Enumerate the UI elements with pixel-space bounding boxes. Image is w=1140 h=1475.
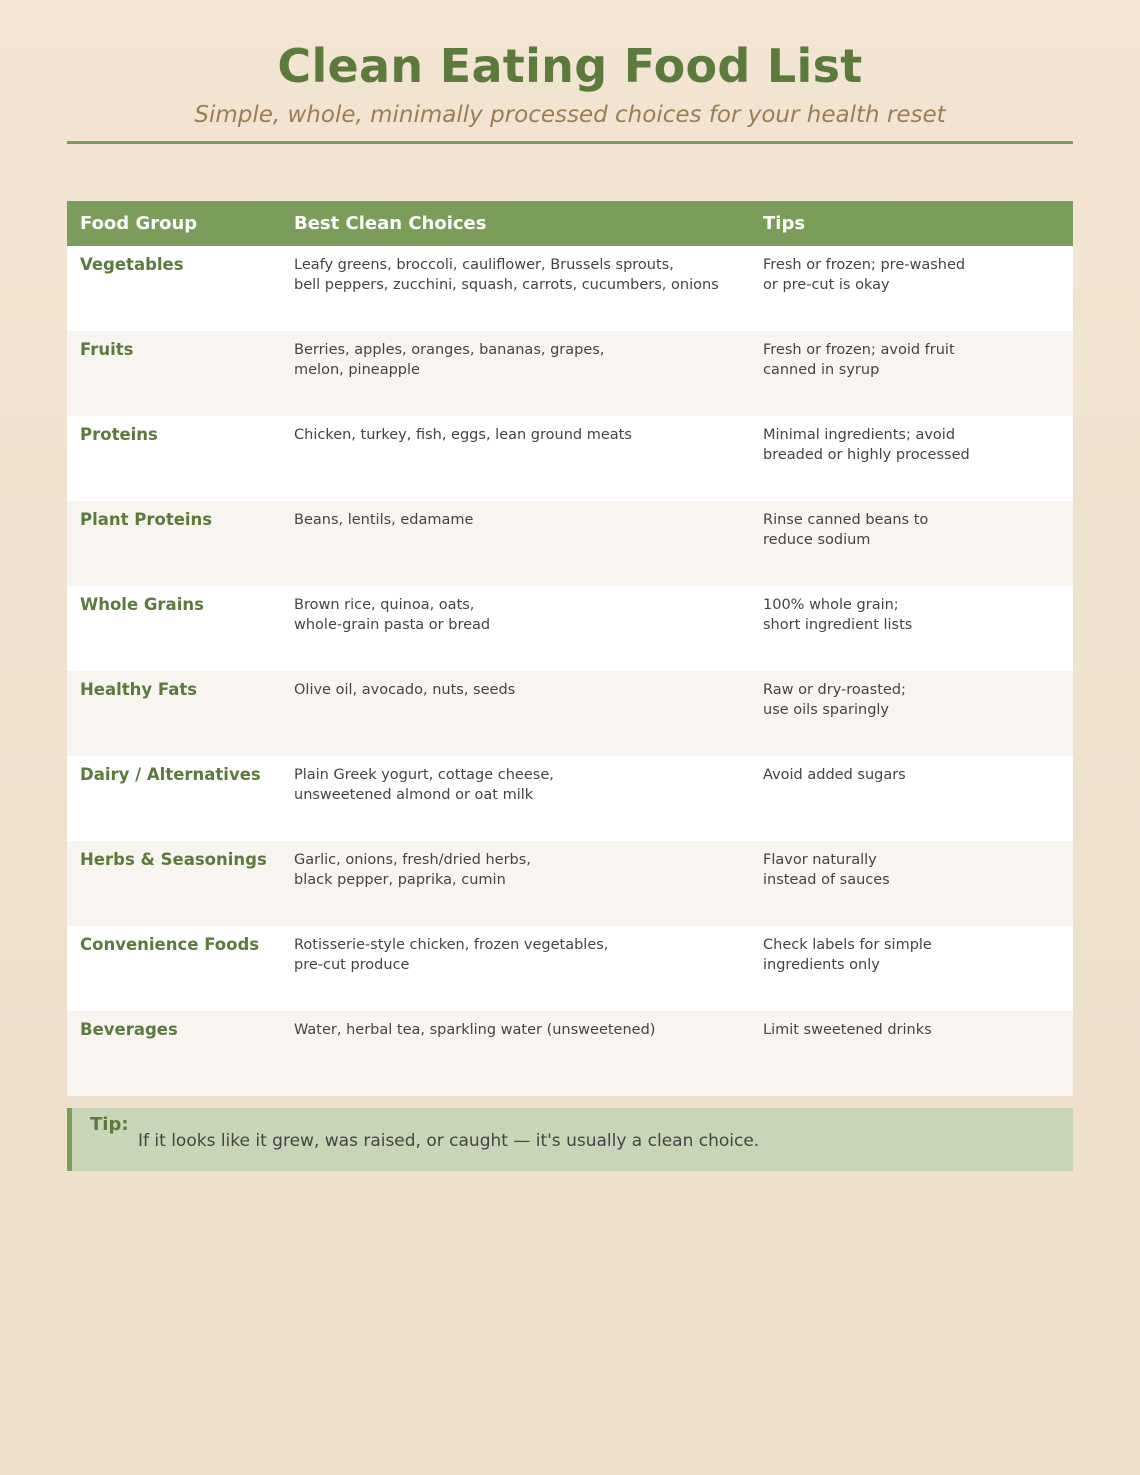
choices-cell: Rotisserie-style chicken, frozen vegetables, pre-cut produce [294,937,609,973]
table-row [67,501,1073,586]
table-row [67,671,1073,756]
header [0,0,1140,130]
table-body [67,246,1073,1096]
choices-cell: Leafy greens, broccoli, cauliflower, Brussels sprouts, bell peppers, zucchini, squash, carrots, cucumbers, onions [294,257,719,293]
choices-cell: Olive oil, avocado, nuts, seeds [294,682,516,698]
tips-cell: Limit sweetened drinks [763,1022,932,1038]
food-group-cell: Vegetables [80,255,184,274]
choices-cell: Garlic, onions, fresh/dried herbs, black pepper, paprika, cumin [294,852,531,888]
tip-callout [67,1108,1073,1171]
table-row [67,416,1073,501]
choices-cell: Water, herbal tea, sparkling water (unsweetened) [294,1022,656,1038]
food-group-cell: Herbs & Seasonings [80,850,267,869]
table-row [67,331,1073,416]
table-row [67,926,1073,1011]
table-row [67,246,1073,331]
choices-cell: Brown rice, quinoa, oats, whole-grain pasta or bread [294,597,491,633]
food-group-cell: Dairy / Alternatives [80,765,261,784]
food-group-cell: Proteins [80,425,158,444]
table-row [67,586,1073,671]
table-row [67,1011,1073,1096]
tip-text: If it looks like it grew, was raised, or caught — it's usually a clean choice. [138,1131,760,1151]
header-divider [67,141,1073,144]
tips-cell: Fresh or frozen; pre-washed or pre-cut is okay [763,257,966,293]
page-title: Clean Eating Food List [277,39,863,93]
tips-cell: Fresh or frozen; avoid fruit canned in syrup [763,342,955,378]
food-group-cell: Plant Proteins [80,510,213,529]
food-group-cell: Beverages [80,1020,178,1039]
choices-cell: Plain Greek yogurt, cottage cheese, unsweetened almond or oat milk [294,767,554,803]
choices-cell: Beans, lentils, edamame [294,512,474,528]
tips-cell: Rinse canned beans to reduce sodium [763,512,929,548]
table-header-row [67,201,1073,246]
column-header-best-clean-choices: Best Clean Choices [294,213,487,234]
choices-cell: Chicken, turkey, fish, eggs, lean ground meats [294,427,632,443]
tips-cell: 100% whole grain; short ingredient lists [763,597,913,633]
tips-cell: Raw or dry-roasted; use oils sparingly [763,682,906,718]
food-table-container [67,201,1073,1096]
choices-cell: Berries, apples, oranges, bananas, grapes, melon, pineapple [294,342,605,378]
tip-label: Tip: [90,1114,129,1135]
tips-cell: Check labels for simple ingredients only [763,937,932,973]
tips-cell: Flavor naturally instead of sauces [763,852,890,888]
tips-cell: Avoid added sugars [763,767,906,783]
food-group-cell: Fruits [80,340,134,359]
food-group-cell: Convenience Foods [80,935,260,954]
table-row [67,841,1073,926]
table-row [67,756,1073,841]
tips-cell: Minimal ingredients; avoid breaded or highly processed [763,427,970,463]
food-group-cell: Whole Grains [80,595,204,614]
column-header-tips: Tips [763,213,806,234]
food-group-cell: Healthy Fats [80,680,198,699]
food-table [67,201,1073,1096]
column-header-food-group: Food Group [80,213,198,234]
page-subtitle: Simple, whole, minimally processed choices for your health reset [194,102,946,128]
